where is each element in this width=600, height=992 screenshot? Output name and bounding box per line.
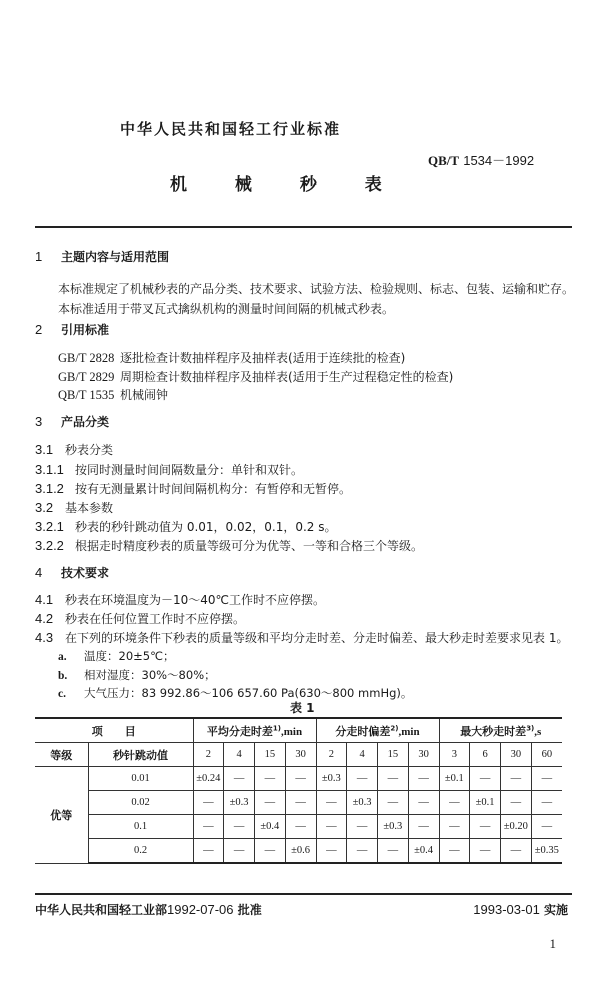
section-3-heading: 3 产品分类 bbox=[35, 414, 110, 429]
issuing-organization: 中华人民共和国轻工行业标准 bbox=[120, 120, 342, 138]
table-group-header-row bbox=[35, 718, 562, 743]
reference-item bbox=[58, 368, 453, 385]
section-1-para-1: 本标准规定了机械秒表的产品分类、技术要求、试验方法、检验规则、标志、包装、运输和贮存。 bbox=[58, 282, 575, 296]
header-grade: 等级 bbox=[35, 743, 88, 767]
reference-code: QB/T 1535 bbox=[58, 388, 115, 402]
reference-item bbox=[58, 386, 168, 403]
reference-code: GB/T 2829 bbox=[58, 370, 115, 384]
table-row: 优等 0.01 ±0.24 — — — ±0.3 — — — ±0.1 — — — bbox=[35, 767, 562, 791]
table-subheader-row: 等级 秒针跳动值 2 4 15 30 2 4 15 30 3 6 30 60 bbox=[35, 743, 562, 767]
clause-4-1: 4.1 秒表在环境温度为－10～40℃工作时不应停摆。 bbox=[35, 592, 326, 607]
table-row: 0.2 — — — ±0.6 — — — ±0.4 — — — ±0.35 bbox=[35, 839, 562, 864]
footer-divider bbox=[35, 893, 572, 895]
condition-b: b. 相对湿度：30%～80%； bbox=[58, 668, 216, 682]
clause-4-3: 4.3 在下列的环境条件下秒表的质量等级和平均分走时差、分走时偏差、最大秒走时差要求见表 1。 bbox=[35, 630, 569, 645]
table-caption: 表 1 bbox=[290, 701, 315, 715]
standard-code bbox=[428, 150, 534, 169]
clause-3-1-2: 3.1.2 按有无测量累计时间间隔机构分：有暂停和无暂停。 bbox=[35, 481, 352, 496]
clause-3-2-1: 3.2.1 秒表的秒针跳动值为 0.01，0.02，0.1，0.2 s。 bbox=[35, 519, 337, 534]
approval-line: 中华人民共和国轻工业部1992-07-06 批准 bbox=[35, 902, 262, 917]
standard-prefix: QB/T bbox=[428, 153, 460, 168]
clause-3-1-1: 3.1.1 按同时测量时间间隔数量分：单针和双针。 bbox=[35, 462, 304, 477]
reference-item bbox=[58, 349, 405, 366]
header-minute-deviation: 分走时偏差$^{2)}$,min bbox=[316, 718, 439, 743]
standard-number: 1534－1992 bbox=[463, 153, 535, 168]
approval-date: 1992-07-06 bbox=[167, 902, 234, 917]
condition-c: c. 大气压力：83 992.86～106 657.60 Pa(630～800 mmHg)。 bbox=[58, 686, 413, 700]
effective-date: 1993-03-01 bbox=[473, 902, 540, 917]
clause-3-2-2: 3.2.2 根据走时精度秒表的质量等级可分为优等、一等和合格三个等级。 bbox=[35, 538, 424, 553]
grade-cell: 优等 bbox=[35, 767, 88, 864]
reference-code: GB/T 2828 bbox=[58, 351, 115, 365]
condition-a: a. 温度：20±5℃； bbox=[58, 649, 175, 663]
header-jump-value: 秒针跳动值 bbox=[88, 743, 193, 767]
header-avg-minute-error: 平均分走时差$^{1)}$,min bbox=[193, 718, 316, 743]
clause-3-2: 3.2 基本参数 bbox=[35, 500, 114, 515]
section-1-heading: 1 主题内容与适用范围 bbox=[35, 249, 170, 264]
reference-title: 逐批检查计数抽样程序及抽样表(适用于连续批的检查) bbox=[120, 351, 406, 365]
clause-3-1: 3.1 秒表分类 bbox=[35, 442, 114, 457]
section-4-heading: 4 技术要求 bbox=[35, 565, 110, 580]
section-2-heading: 2 引用标准 bbox=[35, 322, 110, 337]
table-1 bbox=[35, 717, 562, 864]
clause-4-2: 4.2 秒表在任何位置工作时不应停摆。 bbox=[35, 611, 246, 626]
table-row: 0.02 — ±0.3 — — — ±0.3 — — — ±0.1 — — bbox=[35, 791, 562, 815]
document-title: 机 械 秒 表 bbox=[170, 175, 403, 195]
effective-line: 1993-03-01 实施 bbox=[473, 902, 568, 917]
header-divider bbox=[35, 226, 572, 228]
page-number: 1 bbox=[549, 936, 556, 951]
section-1-para-2: 本标准适用于带叉瓦式擒纵机构的测量时间间隔的机械式秒表。 bbox=[58, 302, 395, 316]
reference-title: 周期检查计数抽样程序及抽样表(适用于生产过程稳定性的检查) bbox=[120, 370, 454, 384]
header-max-second-error: 最大秒走时差$^{3)}$,s bbox=[439, 718, 562, 743]
table-row: 0.1 — — ±0.4 — — — ±0.3 — — — ±0.20 — bbox=[35, 815, 562, 839]
reference-title: 机械闹钟 bbox=[120, 388, 169, 402]
header-item: 项 目 bbox=[35, 718, 193, 743]
